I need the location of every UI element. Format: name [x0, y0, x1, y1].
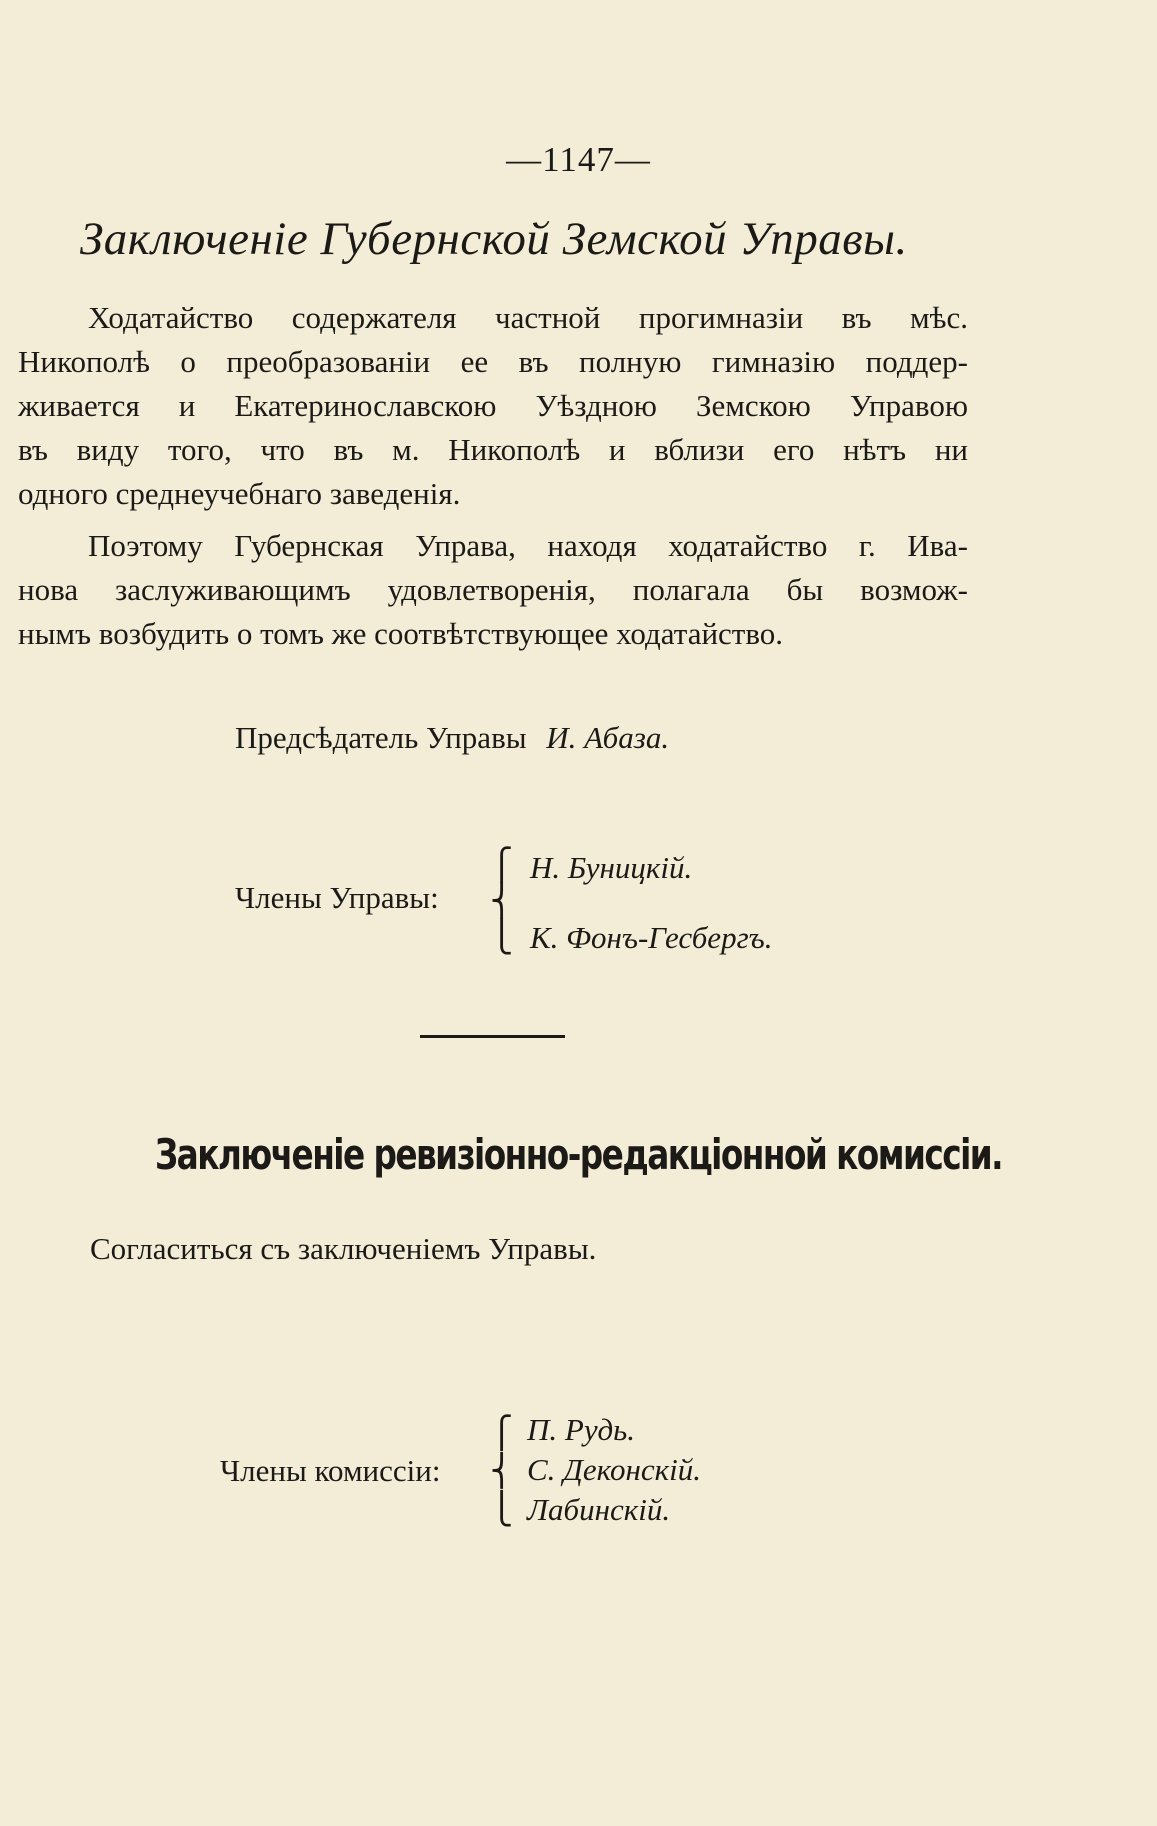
- section-divider: [420, 1035, 565, 1038]
- paragraph-1-line: въ виду того, что въ м. Никополѣ и вблизи его нѣтъ ни: [18, 432, 968, 467]
- paragraph-1: [18, 296, 968, 520]
- paragraph-2: [18, 524, 968, 664]
- chairman-name: И. Абаза.: [546, 720, 670, 755]
- commission-member-name: С. Деконскій.: [527, 1452, 701, 1487]
- chairman-label: Предсѣдатель Управы: [235, 720, 527, 755]
- board-members-brace: ⎧ ⎨ ⎩: [490, 847, 514, 954]
- commission-member-name: П. Рудь.: [527, 1412, 636, 1447]
- chairman-signature: [235, 720, 669, 756]
- paragraph-1-line: Никополѣ о преобразованіи ее въ полную гимназію поддер-: [18, 344, 968, 379]
- paragraph-2-line: нова заслуживающимъ удовлетворенія, полагала бы возмож-: [18, 572, 968, 607]
- commission-members-label: Члены комиссіи:: [220, 1453, 441, 1488]
- commission-member-name: Лабинскій.: [527, 1492, 671, 1527]
- board-member-name: К. Фонъ-Гесбергъ.: [530, 920, 773, 955]
- paragraph-2-line: нымъ возбудить о томъ же соотвѣтствующее ходатайство.: [18, 616, 784, 651]
- section2-title: Заключеніе ревизіонно-редакціонной комиссіи.: [154, 1130, 1003, 1179]
- paragraph-2-line: Поэтому Губернская Управа, находя ходатайство г. Ива-: [88, 528, 968, 563]
- paragraph-1-line: живается и Екатеринославскою Уѣздною Земскою Управою: [18, 388, 968, 423]
- page-number: —1147—: [506, 140, 651, 179]
- paragraph-1-line: одного среднеучебнаго заведенія.: [18, 476, 461, 511]
- commission-members-brace: ⎧ ⎨ ⎩: [490, 1415, 514, 1526]
- paragraph-1-line: Ходатайство содержателя частной прогимназіи въ мѣс.: [88, 300, 968, 335]
- board-members-label: Члены Управы:: [235, 880, 439, 915]
- board-member-name: Н. Буницкій.: [530, 850, 693, 885]
- commission-conclusion-text: Согласиться съ заключеніемъ Управы.: [90, 1231, 597, 1266]
- section1-title: Заключеніе Губернской Земской Управы.: [80, 213, 908, 265]
